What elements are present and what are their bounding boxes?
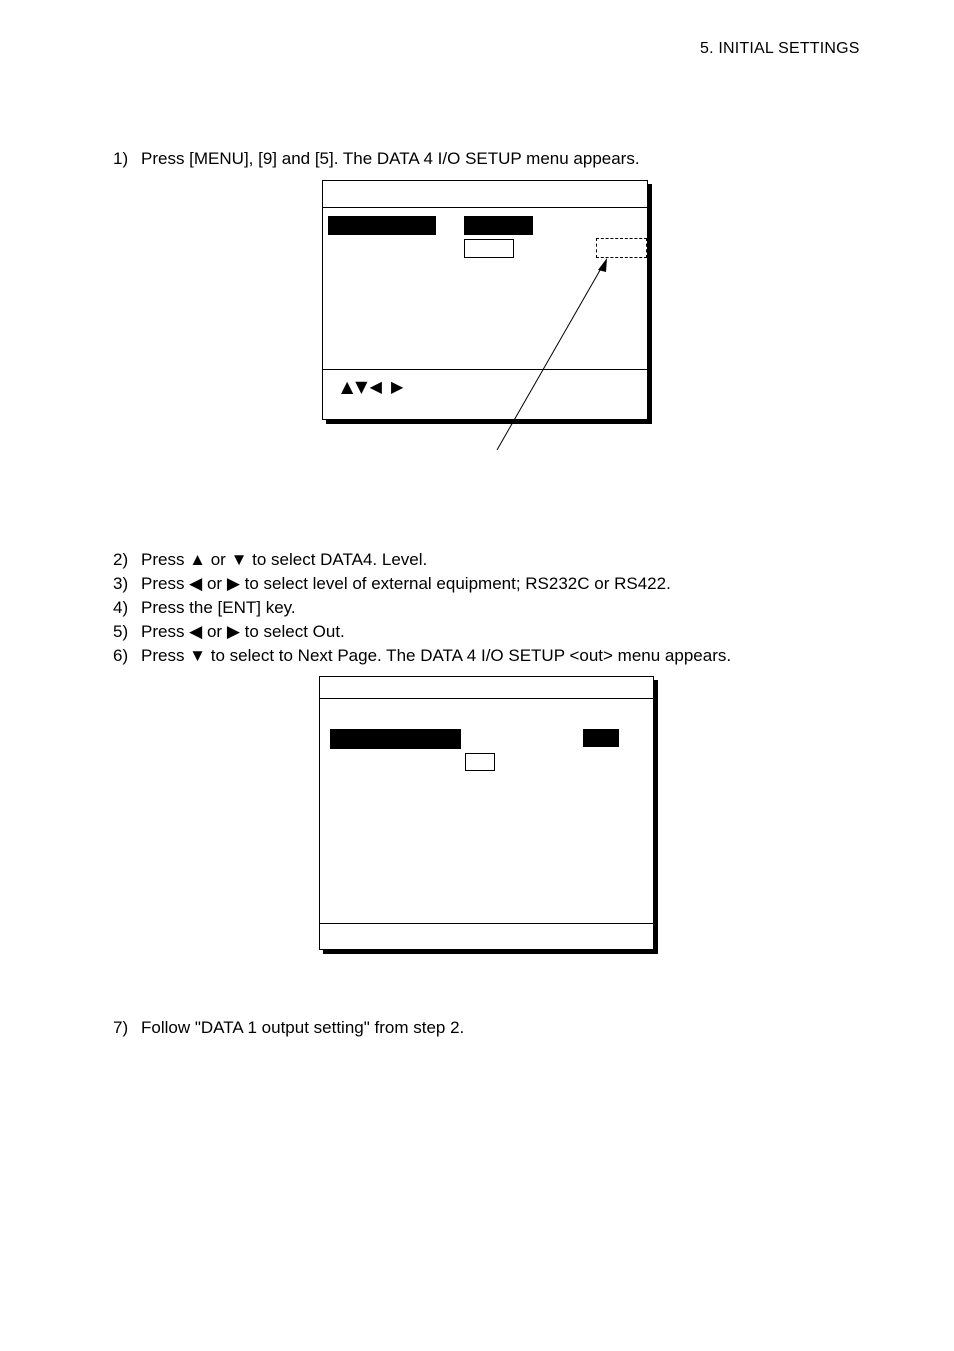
step-number: 3) [113, 574, 129, 593]
selected-item-highlight [328, 216, 436, 235]
step-text: Press ▼ to select to Next Page. The DATA 4 I/O SETUP <out> menu appears. [141, 646, 732, 665]
step-text: Press the [ENT] key. [141, 598, 296, 617]
step-text: Press ◀ or ▶ to select level of external equipment; RS232C or RS422. [141, 574, 671, 593]
step-3 [113, 574, 671, 594]
title-divider [323, 207, 647, 208]
page-header: 5. INITIAL SETTINGS [700, 40, 860, 57]
title-divider [320, 698, 653, 699]
data4-io-setup-screen [322, 180, 648, 420]
dashed-option-box [596, 238, 647, 258]
step-text: Press ▲ or ▼ to select DATA4. Level. [141, 550, 428, 569]
step-2 [113, 550, 427, 570]
step-1 [113, 149, 640, 169]
option-box [465, 753, 495, 771]
selected-value-highlight [464, 216, 533, 235]
step-4 [113, 598, 296, 618]
selected-value-highlight [583, 729, 619, 747]
step-number: 1) [113, 149, 129, 168]
option-box [464, 239, 514, 258]
nav-arrows-icon: ▲▼◀ ▶ [341, 377, 406, 396]
selected-item-highlight [330, 729, 461, 749]
step-text: Follow "DATA 1 output setting" from step 2. [141, 1018, 465, 1037]
step-number: 2) [113, 550, 129, 569]
data4-io-setup-out-screen [319, 676, 654, 950]
step-number: 4) [113, 598, 129, 617]
step-number: 5) [113, 622, 129, 641]
step-5 [113, 622, 345, 642]
step-7 [113, 1018, 464, 1038]
step-text: Press ◀ or ▶ to select Out. [141, 622, 345, 641]
step-6 [113, 646, 731, 666]
step-number: 7) [113, 1018, 129, 1037]
footer-divider [320, 923, 653, 924]
step-number: 6) [113, 646, 129, 665]
footer-divider [323, 369, 647, 370]
step-text: Press [MENU], [9] and [5]. The DATA 4 I/O SETUP menu appears. [141, 149, 640, 168]
